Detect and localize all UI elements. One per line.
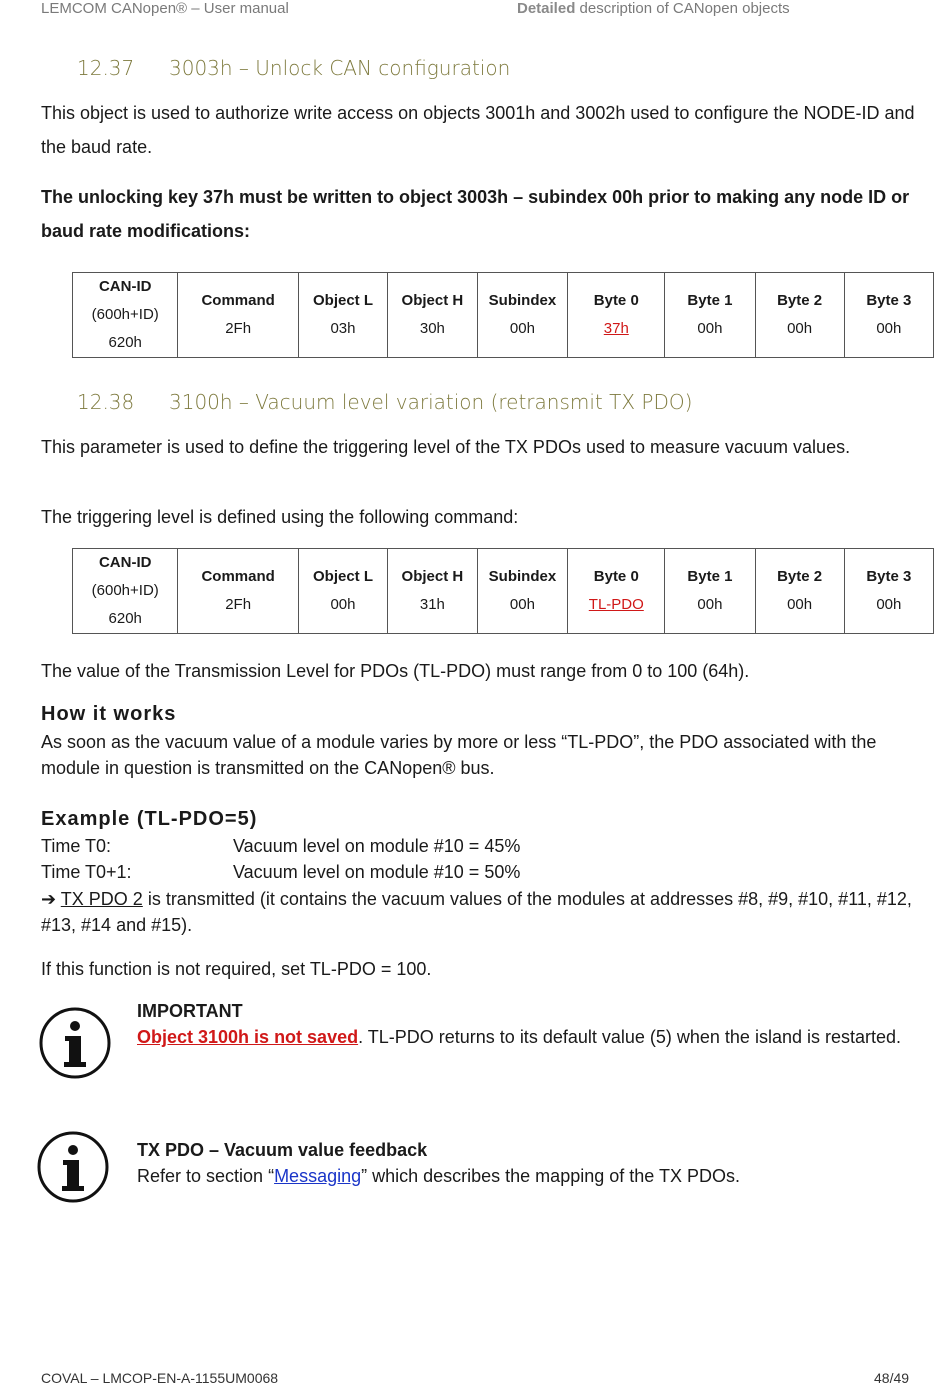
info-icon: [36, 1130, 110, 1204]
important-text: [137, 1024, 917, 1050]
section-heading-12-38: [77, 390, 692, 414]
header-right: [517, 0, 790, 17]
time-t1-value: Vacuum level on module #10 = 50%: [233, 862, 521, 882]
not-saved-warning: Object 3100h is not saved: [137, 1027, 359, 1047]
tx-pdo-result-text: is transmitted (it contains the vacuum values of the modules at addresses #8, #9, #10, #11, #12, #13, #14 and #15).: [41, 889, 912, 935]
triggering-command-table: [72, 548, 934, 634]
col-head: Byte 0: [593, 292, 639, 309]
section-number: 12.37: [77, 56, 135, 80]
col-value: 00h: [876, 320, 902, 337]
note-text-pre: Refer to section “: [137, 1166, 275, 1186]
canid-label: CAN-ID: [98, 554, 152, 571]
section2-command-intro: The triggering level is defined using the following command:: [41, 507, 519, 527]
section2-paragraph: This parameter is used to define the triggering level of the TX PDOs used to measure vacuum values.: [41, 437, 851, 457]
col-head: Byte 1: [687, 568, 733, 585]
col-value: 00h: [697, 320, 723, 337]
table-cell: [755, 273, 844, 358]
not-required-paragraph: If this function is not required, set TL-PDO = 100.: [41, 959, 432, 979]
canid-value: 620h: [108, 610, 142, 627]
col-head: Byte 0: [593, 568, 639, 585]
section1-bold-paragraph: The unlocking key 37h must be written to object 3003h – subindex 00h prior to making any node ID or baud rate modifications:: [41, 187, 910, 241]
arrow-icon: ➔: [41, 889, 57, 909]
table-cell: [298, 273, 387, 358]
section-title: 3100h – Vacuum level variation (retransmit TX PDO): [169, 390, 693, 414]
table-cell: [178, 273, 298, 358]
table-cell: [844, 273, 933, 358]
col-value: 30h: [419, 320, 445, 337]
canid-formula: (600h+ID): [91, 306, 159, 323]
canid-formula: (600h+ID): [91, 582, 159, 599]
important-note: [137, 998, 917, 1050]
col-head: Command: [201, 292, 275, 309]
col-value: 00h: [697, 596, 723, 613]
table-cell: [477, 273, 568, 358]
header-right-rest: description of CANopen objects: [575, 0, 790, 17]
messaging-link[interactable]: Messaging: [274, 1166, 362, 1186]
how-it-works-heading: How it works: [41, 703, 177, 725]
col-value: 00h: [876, 596, 902, 613]
col-head: Subindex: [488, 292, 557, 309]
unlock-command-table: [72, 272, 934, 358]
col-head: Object H: [401, 568, 464, 585]
col-value: 00h: [330, 596, 356, 613]
note-text-post: ” which describes the mapping of the TX PDOs.: [361, 1166, 740, 1186]
table-cell: [477, 549, 568, 634]
col-head: Byte 3: [866, 568, 912, 585]
tx-pdo-note-title: TX PDO – Vacuum value feedback: [137, 1140, 428, 1160]
table-cell: [755, 549, 844, 634]
time-t0-label: Time T0:: [41, 836, 112, 856]
how-it-works-text: As soon as the vacuum value of a module varies by more or less “TL-PDO”, the PDO associated with the module in question is transmitted on the CANopen® bus.: [41, 732, 877, 778]
section1-paragraph: This object is used to authorize write access on objects 3001h and 3002h used to configure the NODE-ID and the baud rate.: [41, 103, 915, 157]
col-head: Byte 1: [687, 292, 733, 309]
col-value: 03h: [330, 320, 356, 337]
tx-pdo-note-text: [137, 1163, 917, 1189]
range-paragraph: The value of the Transmission Level for PDOs (TL-PDO) must range from 0 to 100 (64h).: [41, 661, 750, 681]
col-value: 00h: [509, 320, 535, 337]
col-head: Command: [201, 568, 275, 585]
tx-pdo-result: [41, 886, 921, 938]
canid-cell: [73, 273, 178, 358]
col-head: Byte 3: [866, 292, 912, 309]
col-head: Object L: [312, 568, 373, 585]
table-cell: [388, 549, 477, 634]
col-value: 31h: [419, 596, 445, 613]
col-value: 2Fh: [225, 320, 252, 337]
col-value: 2Fh: [225, 596, 252, 613]
col-head: Object H: [401, 292, 464, 309]
table-cell: [844, 549, 933, 634]
col-head: Subindex: [488, 568, 557, 585]
tl-pdo-value: TL-PDO: [588, 596, 644, 613]
table-cell: [388, 273, 477, 358]
table-cell: [665, 549, 755, 634]
header-left: LEMCOM CANopen® – User manual: [41, 0, 289, 17]
tx-pdo-2-link[interactable]: TX PDO 2: [60, 889, 143, 909]
section-title: 3003h – Unlock CAN configuration: [169, 56, 511, 80]
table-cell: [568, 273, 665, 358]
tx-pdo-note: [137, 1137, 917, 1189]
col-value: 00h: [787, 320, 813, 337]
example-heading: Example (TL-PDO=5): [41, 808, 258, 830]
info-icon: [38, 1006, 112, 1080]
col-head: Object L: [312, 292, 373, 309]
header-right-bold: Detailed: [517, 0, 576, 17]
important-rest: . TL-PDO returns to its default value (5) when the island is restarted.: [358, 1027, 902, 1047]
table-cell: [568, 549, 665, 634]
section-heading-12-37: [77, 56, 510, 80]
table-cell: [665, 273, 755, 358]
canid-value: 620h: [108, 334, 142, 351]
col-head: Byte 2: [777, 568, 823, 585]
footer-left: COVAL – LMCOP-EN-A-1155UM0068: [41, 1370, 279, 1386]
canid-cell: [73, 549, 178, 634]
time-t0-value: Vacuum level on module #10 = 45%: [233, 836, 521, 856]
col-value: 00h: [787, 596, 813, 613]
canid-label: CAN-ID: [98, 278, 152, 295]
time-t1-label: Time T0+1:: [41, 862, 132, 882]
important-title: IMPORTANT: [137, 1001, 243, 1021]
page-number: 48/49: [874, 1370, 910, 1386]
unlock-key-value: 37h: [603, 320, 629, 337]
section-number: 12.38: [77, 390, 135, 414]
table-cell: [298, 549, 387, 634]
col-head: Byte 2: [777, 292, 823, 309]
table-cell: [178, 549, 298, 634]
col-value: 00h: [509, 596, 535, 613]
